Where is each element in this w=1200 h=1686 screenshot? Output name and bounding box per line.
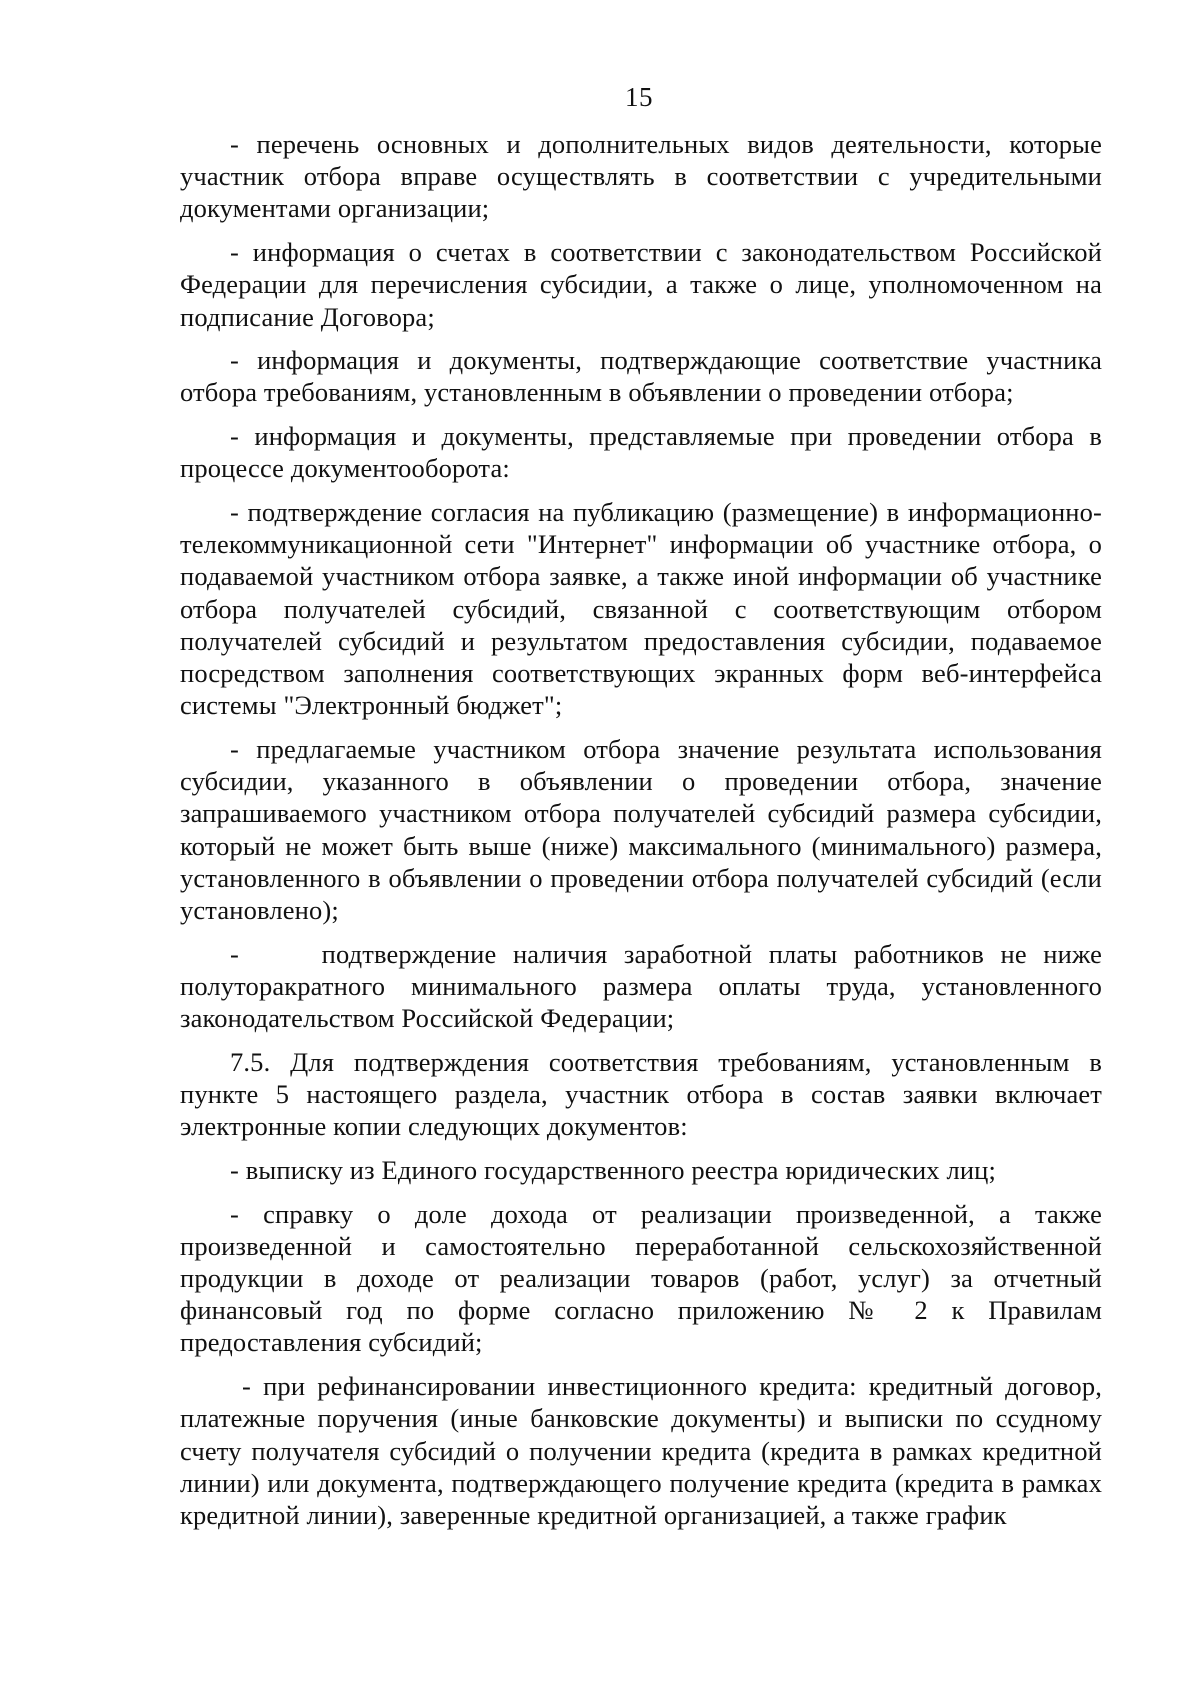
page-number: 15 (625, 82, 653, 112)
paragraph-egrul-extract: - выписку из Единого государственного реестра юридических лиц; (230, 1154, 996, 1185)
paragraph-activities-list: - перечень основных и дополнительных видов деятельности, которые участник отбора вправе осуществлять в соответствии с учредительными документами организации; (180, 129, 1102, 224)
paragraph-income-share: - справку о доле дохода от реализации произведенной, а также произведенной и самостоятельно переработанной сельскохозяйственной продукции в доходе от реализации товаров (работ, услуг) за отчетный финансовый год по форме согласно приложению № 2 к Правилам предоставления субсидий; (180, 1198, 1102, 1358)
paragraph-accounts-info: - информация о счетах в соответствии с законодательством Российской Федерации для перечисления субсидии, а также о лице, уполномоченном на подписание Договора; (180, 237, 1102, 332)
document-body (180, 128, 1102, 1543)
paragraph-result-value: - предлагаемые участником отбора значение результата использования субсидии, указанного в объявлении о проведении отбора, значение запрашиваемого участником отбора получателей субсидий размера субсидии, который не может быть выше (ниже) максимального (минимального) размера, установленного в объявлении о проведении отбора получателей субсидий (если установлено); (180, 733, 1102, 925)
paragraph-refinancing: - при рефинансировании инвестиционного кредита: кредитный договор, платежные поручения (иные банковские документы) и выписки по ссудному счету получателя субсидий о получении кредита (кредита в рамках кредитной линии) или документа, подтверждающего получение кредита (кредита в рамках кредитной линии), заверенные кредитной организацией, а также график (180, 1371, 1102, 1530)
paragraph-publication-consent: - подтверждение согласия на публикацию (размещение) в информационно-телекоммуникационной сети "Интернет" информации об участнике отбора, о подаваемой участником отбора заявке, а также иной информации об участнике отбора получателей субсидий, связанной с соответствующим отбором получателей субсидий и результатом предоставления субсидии, подаваемое посредством заполнения соответствующих экранных форм веб-интерфейса системы "Электронный бюджет"; (180, 497, 1102, 721)
paragraph-section-7-5: 7.5. Для подтверждения соответствия требованиям, установленным в пункте 5 настоящего раздела, участник отбора в состав заявки включает электронные копии следующих документов: (180, 1046, 1102, 1142)
paragraph-document-flow: - информация и документы, представляемые при проведении отбора в процессе документооборота: (180, 421, 1102, 484)
paragraph-wage-confirmation: - подтверждение наличия заработной платы работников не ниже полуторакратного минимального размера оплаты труда, установленного законодательством Российской Федерации; (180, 938, 1102, 1034)
paragraph-requirements-docs: - информация и документы, подтверждающие соответствие участника отбора требованиям, установленным в объявлении о проведении отбора; (180, 345, 1102, 408)
